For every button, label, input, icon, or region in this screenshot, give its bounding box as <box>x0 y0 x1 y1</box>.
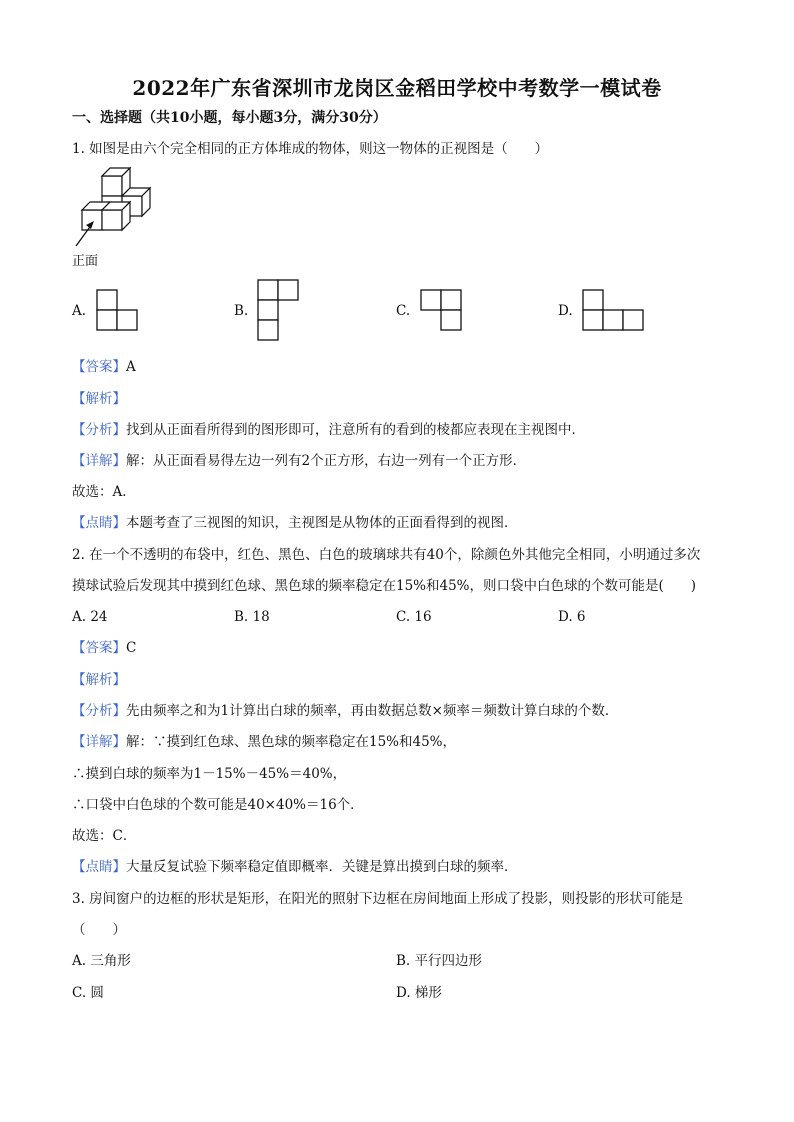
comment-tag: 【点睛】 <box>72 515 126 531</box>
q1-option-c: C. <box>396 303 411 319</box>
q2-option-a: A. 24 <box>72 609 108 625</box>
q2-fenxi <box>72 702 618 720</box>
q2-comment <box>72 858 518 876</box>
q1-fenxi <box>72 421 585 439</box>
q1-answer <box>72 358 136 376</box>
analysis-tag: 【解析】 <box>72 391 126 407</box>
q1-answer-value: A <box>126 359 136 375</box>
q2-step2: ∴口袋中白色球的个数可能是40×40%＝16个． <box>72 797 364 813</box>
q1-option-d-figure <box>582 289 648 333</box>
q2-answer-value: C <box>126 640 137 656</box>
comment-tag: 【点睛】 <box>72 859 126 875</box>
q2-comment-text: 大量反复试验下频率稳定值即概率．关键是算出摸到白球的频率． <box>126 859 518 875</box>
q1-detail-text: 解：从正面看易得左边一列有2个正方形，右边一列有一个正方形． <box>126 453 527 469</box>
section-heading: 一、选择题（共10小题，每小题3分，满分30分） <box>72 110 387 126</box>
analysis-tag: 【解析】 <box>72 672 126 688</box>
q1-analysis-tag <box>72 390 126 408</box>
q1-option-b-figure <box>257 279 303 345</box>
q2-detail <box>72 733 456 751</box>
q1-comment <box>72 514 518 532</box>
q1-option-b: B. <box>234 303 249 319</box>
detail-tag: 【详解】 <box>72 453 126 469</box>
q1-option-a: A. <box>72 303 87 319</box>
q2-option-b: B. 18 <box>234 609 270 625</box>
q1-comment-text: 本题考查了三视图的知识，主视图是从物体的正面看得到的视图． <box>126 515 518 531</box>
q3-option-c: C. 圆 <box>72 985 104 1001</box>
q2-fenxi-text: 先由频率之和为1计算出白球的频率，再由数据总数×频率＝频数计算白球的个数． <box>126 703 619 719</box>
fenxi-tag: 【分析】 <box>72 703 126 719</box>
q3-stem-line2: （ ） <box>72 922 126 938</box>
q1-option-c-figure <box>420 289 466 333</box>
detail-tag: 【详解】 <box>72 734 126 750</box>
page-title: 2022年广东省深圳市龙岗区金稻田学校中考数学一模试卷 <box>132 76 662 100</box>
q1-option-d: D. <box>558 303 573 319</box>
q2-step1: ∴摸到白球的频率为1－15%－45%＝40%， <box>72 766 347 782</box>
q3-option-d: D. 梯形 <box>396 985 442 1001</box>
fenxi-tag: 【分析】 <box>72 422 126 438</box>
q1-option-a-figure <box>96 289 142 333</box>
answer-tag: 【答案】 <box>72 640 126 656</box>
q1-stem: 1. 如图是由六个完全相同的正方体堆成的物体，则这一物体的正视图是（ ） <box>72 141 549 157</box>
q2-analysis-tag <box>72 671 126 689</box>
q3-stem-line1: 3. 房间窗户的边框的形状是矩形，在阳光的照射下边框在房间地面上形成了投影，则投影的形状可能是 <box>72 891 684 907</box>
q2-choice: 故选：C． <box>72 828 137 844</box>
q3-option-b: B. 平行四边形 <box>396 953 483 969</box>
q2-stem-line2: 摸球试验后发现其中摸到红色球、黑色球的频率稳定在15%和45%，则口袋中白色球的个数可能是( ) <box>72 578 697 594</box>
front-view-label: 正面 <box>72 254 99 269</box>
q3-option-a: A. 三角形 <box>72 953 131 969</box>
q2-stem-line1: 2. 在一个不透明的布袋中，红色、黑色、白色的玻璃球共有40个，除颜色外其他完全相同，小明通过多次 <box>72 547 701 563</box>
q1-fenxi-text: 找到从正面看所得到的图形即可，注意所有的看到的棱都应表现在主视图中． <box>126 422 585 438</box>
q1-detail <box>72 452 526 470</box>
cube-stack-figure <box>72 162 162 250</box>
q2-detail-text: 解：∵摸到红色球、黑色球的频率稳定在15%和45%， <box>126 734 457 750</box>
q2-option-d: D. 6 <box>558 609 586 625</box>
q1-choice: 故选：A． <box>72 484 136 500</box>
q2-option-c: C. 16 <box>396 609 432 625</box>
answer-tag: 【答案】 <box>72 359 126 375</box>
q2-answer <box>72 639 136 657</box>
